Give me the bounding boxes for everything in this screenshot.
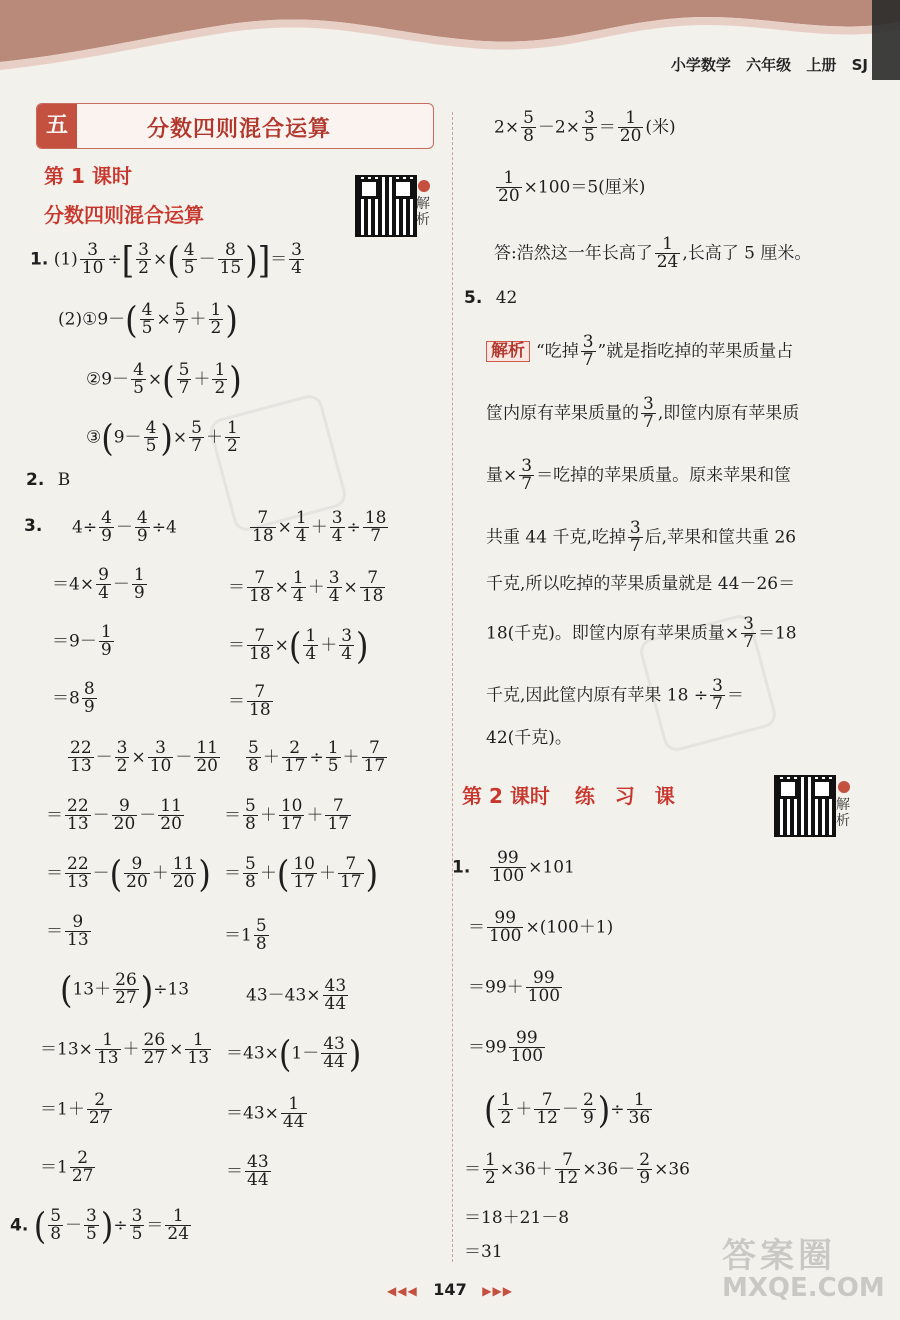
fraction: $\frac{5}{8}$ — [245, 854, 256, 893]
term: ＝13× — [40, 1039, 93, 1060]
lesson2-title: 练 习 课 — [574, 784, 675, 808]
q3f-line4 — [226, 1154, 273, 1190]
term: ×36 — [654, 1159, 690, 1180]
op: ＋ — [259, 863, 277, 884]
term: ×101 — [528, 857, 575, 878]
term: ＝8 — [52, 688, 80, 709]
q1-part2-2: ②9－ $\frac{4}{5}$ ×( $\frac{5}{7}$ ＋ $\frac{1}{2}$ ) — [86, 357, 242, 402]
column-divider — [452, 112, 453, 1262]
fraction: $\frac{3}{7}$ — [712, 676, 723, 715]
fraction: $\frac{3}{2}$ — [116, 738, 128, 777]
q4-answer: 4. ( $\frac{5}{8}$ － $\frac{3}{5}$ )÷ $\frac{3}{5}$ ＝ $\frac{1}{24}$ — [10, 1203, 190, 1248]
op: ＋ — [310, 517, 328, 538]
lesson2-number: 第 2 课时 — [462, 784, 550, 808]
op: － — [561, 1099, 579, 1120]
q1-number: 1. — [30, 249, 49, 270]
fraction: $\frac{43}{44}$ — [247, 1152, 269, 1191]
term: 4 — [72, 517, 83, 538]
q4-continue-2 — [494, 170, 645, 206]
q3e-line1: (13＋ $\frac{26}{27}$ )÷13 — [60, 967, 190, 1012]
term: 9－ — [113, 427, 142, 448]
q3b-line4 — [228, 684, 275, 720]
fraction: $\frac{2}{27}$ — [88, 1090, 111, 1129]
q3-number: 3. — [24, 516, 43, 536]
unit-number: 五 — [37, 104, 77, 148]
fraction: $\frac{1}{24}$ — [656, 234, 679, 273]
term: 13＋ — [72, 979, 112, 1000]
op: ＋ — [259, 805, 277, 826]
q3e-line3 — [40, 1092, 114, 1128]
fraction: $\frac{5}{7}$ — [178, 360, 190, 399]
fraction: $\frac{3}{10}$ — [81, 240, 104, 279]
op: ÷ — [610, 1099, 625, 1120]
fraction: $\frac{9}{20}$ — [126, 854, 148, 893]
q3e-line4 — [40, 1150, 97, 1186]
op: ＋ — [506, 977, 524, 998]
q3a-line3 — [52, 624, 116, 660]
header-term: 上册 — [806, 56, 837, 74]
op: ÷ — [346, 517, 361, 538]
text: ”就是指吃掉的苹果质量占 — [597, 341, 794, 362]
site-watermark-url: MXQE.COM — [722, 1273, 885, 1303]
term: ＝1＋ — [40, 1099, 85, 1120]
fraction: $\frac{43}{44}$ — [323, 1034, 345, 1073]
op: ÷ — [82, 517, 98, 538]
op: ÷ — [107, 249, 122, 270]
op: ＝ — [598, 117, 616, 138]
op: － — [95, 747, 113, 768]
op: ＝ — [224, 863, 241, 884]
fraction: $\frac{3}{7}$ — [629, 518, 641, 557]
fraction: $\frac{1}{44}$ — [282, 1094, 305, 1133]
term: ×36 — [499, 1159, 536, 1180]
q2-answer — [26, 472, 70, 489]
text: 后,苹果和筐共重 26 — [644, 527, 797, 548]
fraction: $\frac{2}{9}$ — [639, 1150, 651, 1189]
r1-number: 1. — [452, 857, 471, 878]
fraction: $\frac{22}{13}$ — [67, 796, 89, 835]
fraction: $\frac{22}{13}$ — [70, 738, 92, 777]
fraction: $\frac{5}{8}$ — [245, 796, 256, 835]
fraction: $\frac{4}{9}$ — [101, 508, 112, 547]
fraction: $\frac{3}{5}$ — [131, 1206, 143, 1245]
q3d-line3: ＝ $\frac{5}{8}$ ＋( $\frac{10}{17}$ ＋ $\frac{7}{17}$ ) — [224, 851, 379, 896]
fraction: $\frac{2}{27}$ — [71, 1148, 94, 1187]
q3c-line3: ＝ $\frac{22}{13}$ －( $\frac{9}{20}$ ＋ $\frac{11}{20}$ ) — [46, 851, 211, 896]
op: × — [172, 427, 188, 448]
op: ＋ — [307, 577, 325, 598]
op: ＝ — [228, 691, 245, 712]
fraction: $\frac{1}{36}$ — [628, 1090, 651, 1129]
op: × — [153, 249, 168, 270]
text: 答:浩然这一年长高了 — [494, 243, 653, 264]
term: ＝31 — [464, 1242, 503, 1262]
q5-number: 5. — [464, 288, 483, 308]
q3c-line4 — [46, 914, 93, 950]
fraction: $\frac{1}{4}$ — [292, 568, 304, 607]
op: ÷ — [151, 517, 166, 538]
q1-part2-3: ③(9－ $\frac{4}{5}$ )× $\frac{5}{7}$ ＋ $\frac{1}{2}$ — [86, 415, 238, 460]
op: － — [115, 517, 133, 538]
op: ＋ — [342, 747, 360, 768]
op: ＋ — [122, 1039, 140, 1060]
term: 43－43× — [246, 985, 321, 1006]
q3a-line2 — [52, 567, 149, 603]
fraction: $\frac{3}{4}$ — [291, 240, 302, 279]
fraction: $\frac{43}{44}$ — [324, 976, 347, 1015]
op: × — [274, 577, 289, 598]
fraction: $\frac{26}{27}$ — [143, 1030, 166, 1069]
q3b-line3: ＝ $\frac{7}{18}$ ×( $\frac{1}{4}$ ＋ $\frac{3}{4}$ ) — [228, 623, 369, 668]
r1-line2 — [468, 910, 613, 946]
term: ×36 — [582, 1159, 619, 1180]
op: ÷ — [113, 1215, 128, 1236]
play-icon — [838, 781, 850, 793]
term: ÷13 — [153, 979, 190, 1000]
q3d-line4 — [224, 918, 271, 954]
op: ＋ — [193, 369, 211, 390]
fraction: $\frac{4}{5}$ — [145, 418, 157, 457]
op: ＝ — [228, 577, 245, 598]
text: “吃掉 — [536, 341, 579, 362]
analysis-line-8 — [486, 730, 572, 747]
op: ＋ — [318, 863, 336, 884]
term: ＝9－ — [52, 631, 97, 652]
fraction: $\frac{11}{20}$ — [172, 854, 195, 893]
term: ＝99 — [468, 1037, 507, 1058]
fraction: $\frac{1}{13}$ — [187, 1030, 210, 1069]
fraction: $\frac{9}{4}$ — [98, 565, 109, 604]
fraction: $\frac{3}{4}$ — [331, 508, 343, 547]
fraction: $\frac{11}{20}$ — [196, 738, 218, 777]
fraction: $\frac{5}{8}$ — [248, 738, 259, 777]
q4-continue-1 — [494, 110, 676, 146]
answer-value: 42 — [495, 288, 518, 308]
term: ＝99 — [468, 977, 507, 998]
term: ＝4× — [52, 574, 95, 595]
fraction: $\frac{1}{13}$ — [96, 1030, 119, 1069]
op: × — [277, 517, 292, 538]
site-watermark — [722, 1228, 885, 1303]
analysis-line-6 — [486, 616, 797, 652]
analysis-line-2 — [486, 396, 799, 432]
r1-line4 — [468, 1030, 547, 1066]
prev-arrows-icon: ◀◀◀ — [387, 1284, 418, 1298]
qr-label: 解析 — [836, 797, 850, 830]
op: － — [112, 574, 130, 595]
analysis-line-5 — [486, 576, 795, 593]
q3a-line1 — [72, 510, 177, 546]
op: × — [343, 577, 358, 598]
fraction: $\frac{1}{20}$ — [619, 108, 642, 147]
op: ＝ — [226, 1161, 243, 1182]
fraction: $\frac{1}{4}$ — [305, 626, 317, 665]
header-grade: 六年级 — [746, 56, 792, 74]
fraction: $\frac{8}{9}$ — [83, 679, 95, 718]
fraction: $\frac{7}{18}$ — [249, 626, 271, 665]
fraction: $\frac{3}{2}$ — [138, 240, 149, 279]
q3c-line1 — [66, 740, 222, 776]
fraction: $\frac{1}{2}$ — [226, 418, 238, 457]
op: － — [139, 805, 157, 826]
fraction: $\frac{99}{100}$ — [510, 1028, 544, 1067]
text: 量× — [486, 465, 518, 486]
op: ＝ — [46, 863, 63, 884]
fraction: $\frac{1}{9}$ — [100, 622, 112, 661]
q3f-line2: ＝43×(1－ $\frac{43}{44}$ ) — [226, 1031, 362, 1076]
fraction: $\frac{3}{4}$ — [341, 626, 353, 665]
fraction: $\frac{1}{5}$ — [327, 738, 339, 777]
op: ＋ — [320, 635, 338, 656]
op: ＋ — [515, 1099, 533, 1120]
op: ÷ — [309, 747, 324, 768]
q3e-line2 — [40, 1032, 213, 1068]
r1-line1 — [452, 850, 575, 886]
op: ＋ — [262, 747, 280, 768]
term: 2× — [494, 117, 520, 138]
fraction: $\frac{7}{17}$ — [327, 796, 350, 835]
header-edition: SJ — [851, 56, 868, 74]
op: － — [198, 249, 216, 270]
fraction: $\frac{3}{5}$ — [86, 1206, 97, 1245]
fraction: $\frac{1}{2}$ — [485, 1150, 496, 1189]
fraction: $\frac{11}{20}$ — [160, 796, 182, 835]
term: ×(100＋1) — [525, 917, 614, 938]
fraction: $\frac{9}{13}$ — [67, 912, 89, 951]
term: －2× — [537, 117, 580, 138]
lesson1-label: 第 1 课时 — [44, 164, 132, 188]
q3f-line3 — [226, 1096, 309, 1132]
text: 共重 44 千克,吃掉 — [486, 527, 626, 548]
text: 千克,因此筐内原有苹果 18 ÷ — [486, 685, 709, 706]
page-number: 147 — [433, 1280, 467, 1299]
fraction: $\frac{4}{5}$ — [133, 360, 144, 399]
op: ＝ — [146, 1215, 164, 1236]
op: － — [92, 805, 110, 826]
term: ＝43× — [226, 1103, 279, 1124]
op: － — [65, 1215, 83, 1236]
fraction: $\frac{7}{12}$ — [556, 1150, 579, 1189]
op: × — [131, 747, 146, 768]
fraction: $\frac{3}{4}$ — [328, 568, 340, 607]
fraction: $\frac{2}{9}$ — [582, 1090, 594, 1129]
fraction: $\frac{1}{2}$ — [210, 300, 222, 339]
fraction: $\frac{7}{18}$ — [252, 508, 274, 547]
q1-part2-1: (2)①9－( $\frac{4}{5}$ × $\frac{5}{7}$ ＋ $\frac{1}{2}$ ) — [58, 297, 238, 342]
label: (2)①9－ — [58, 309, 126, 330]
fraction: $\frac{8}{15}$ — [219, 240, 242, 279]
q3a-line4 — [52, 681, 99, 717]
fraction: $\frac{10}{17}$ — [280, 796, 303, 835]
op: ＋ — [189, 309, 207, 330]
fraction: $\frac{1}{4}$ — [295, 508, 307, 547]
text: ＝18 — [757, 623, 797, 644]
text: 42(千克)。 — [486, 728, 572, 748]
fraction: $\frac{7}{18}$ — [249, 568, 271, 607]
term: 1－ — [291, 1043, 320, 1064]
fraction: $\frac{7}{12}$ — [536, 1090, 558, 1129]
page-header — [671, 54, 868, 75]
fraction: $\frac{5}{7}$ — [174, 300, 186, 339]
op: ＝ — [224, 805, 241, 826]
term: ＝43× — [226, 1043, 279, 1064]
q3c-line2 — [46, 798, 186, 834]
answer-value: B — [57, 470, 71, 490]
q3d-line1 — [244, 740, 389, 776]
r2-line4 — [464, 1244, 503, 1261]
fraction: $\frac{1}{20}$ — [498, 168, 520, 207]
op: ＝ — [228, 635, 245, 656]
fraction: $\frac{22}{13}$ — [67, 854, 89, 893]
analysis-line-1 — [486, 334, 793, 370]
fraction: $\frac{1}{2}$ — [500, 1090, 512, 1129]
fraction: $\frac{1}{9}$ — [133, 565, 145, 604]
fraction: $\frac{3}{7}$ — [643, 394, 654, 433]
r2-line1: ( $\frac{1}{2}$ ＋ $\frac{7}{12}$ － $\frac{2}{9}$ )÷ $\frac{1}{36}$ — [484, 1087, 651, 1132]
lesson2-label — [462, 786, 675, 806]
fraction: $\frac{1}{2}$ — [214, 360, 226, 399]
fraction: $\frac{3}{5}$ — [583, 108, 595, 147]
unit-title: 分数四则混合运算 — [147, 117, 332, 142]
text: 18(千克)。即筐内原有苹果质量× — [486, 623, 740, 644]
r1-line3 — [468, 970, 564, 1006]
fraction: $\frac{4}{5}$ — [183, 240, 195, 279]
op: ＝ — [270, 249, 288, 270]
fraction: $\frac{3}{10}$ — [149, 738, 172, 777]
r2-line3 — [464, 1210, 569, 1227]
analysis-tag: 解析 — [486, 341, 530, 362]
q3f-line1 — [246, 978, 350, 1014]
header-subject: 小学数学 — [670, 56, 731, 74]
fraction: $\frac{26}{27}$ — [115, 970, 137, 1009]
q3b-line1 — [248, 510, 390, 546]
fraction: $\frac{5}{8}$ — [50, 1206, 62, 1245]
op: － — [92, 863, 110, 884]
op: ＝ — [46, 805, 63, 826]
qr-code[interactable] — [774, 775, 836, 837]
q3d-line2 — [224, 798, 353, 834]
fraction: $\frac{99}{100}$ — [527, 968, 561, 1007]
unit: (米) — [645, 117, 676, 138]
term: ＝18＋21－8 — [464, 1208, 570, 1228]
fraction: $\frac{4}{5}$ — [141, 300, 153, 339]
fraction: $\frac{1}{24}$ — [167, 1206, 190, 1245]
op: ＝ — [46, 921, 63, 942]
term: ＝1 — [40, 1157, 68, 1178]
fraction: $\frac{3}{7}$ — [582, 332, 594, 371]
text: 筐内原有苹果质量的 — [486, 403, 639, 424]
text: ,即筐内原有苹果质 — [657, 403, 800, 424]
site-watermark-cn: 答案圈 — [722, 1236, 836, 1276]
fraction: $\frac{7}{18}$ — [361, 568, 384, 607]
op: ＝ — [464, 1159, 481, 1180]
text: ,长高了 5 厘米。 — [682, 243, 812, 264]
fraction: $\frac{7}{17}$ — [363, 738, 386, 777]
text: 千克,所以吃掉的苹果质量就是 44－26＝ — [486, 574, 796, 594]
fraction: $\frac{3}{7}$ — [743, 614, 754, 653]
label: (1) — [53, 249, 78, 270]
op: × — [169, 1039, 184, 1060]
fraction: $\frac{7}{17}$ — [339, 854, 362, 893]
op: ＋ — [535, 1159, 553, 1180]
term: ＝1 — [224, 925, 252, 946]
fraction: $\frac{9}{20}$ — [113, 796, 136, 835]
fraction: $\frac{99}{100}$ — [489, 908, 522, 947]
op: － — [618, 1159, 636, 1180]
op: ＝ — [468, 917, 485, 938]
label: ③ — [86, 427, 102, 448]
fraction: $\frac{4}{9}$ — [136, 508, 148, 547]
op: × — [147, 369, 163, 390]
text: ＝ — [726, 685, 744, 706]
qr-code[interactable] — [355, 175, 417, 237]
op: ＋ — [151, 863, 169, 884]
fraction: $\frac{10}{17}$ — [293, 854, 315, 893]
unit-banner — [36, 103, 434, 149]
op: － — [175, 747, 193, 768]
op: ＋ — [205, 427, 223, 448]
next-arrows-icon: ▶▶▶ — [482, 1284, 513, 1298]
fraction: $\frac{7}{18}$ — [249, 682, 271, 721]
label: ②9－ — [86, 369, 130, 390]
q3-label — [24, 518, 42, 535]
fraction: $\frac{5}{8}$ — [523, 108, 534, 147]
term: 4 — [165, 517, 177, 538]
analysis-line-4 — [486, 520, 796, 556]
q5-answer — [464, 290, 517, 307]
fraction: $\frac{5}{7}$ — [191, 418, 202, 457]
fraction: $\frac{18}{7}$ — [364, 508, 387, 547]
fraction: $\frac{2}{17}$ — [283, 738, 306, 777]
op: × — [274, 635, 289, 656]
q3b-line2 — [228, 570, 387, 606]
lesson1-subtitle: 分数四则混合运算 — [44, 203, 204, 227]
fraction: $\frac{3}{7}$ — [521, 456, 533, 495]
op: × — [156, 309, 171, 330]
fraction: $\frac{99}{100}$ — [491, 848, 525, 887]
q4-conclusion — [494, 236, 811, 272]
q4-number: 4. — [10, 1215, 29, 1236]
analysis-line-3 — [486, 458, 791, 494]
qr-label: 解析 — [416, 196, 430, 229]
play-icon — [418, 180, 430, 192]
analysis-line-7 — [486, 678, 744, 714]
op: ＋ — [306, 805, 324, 826]
text: ＝吃掉的苹果质量。原来苹果和筐 — [536, 465, 792, 486]
r2-line2 — [464, 1152, 690, 1188]
fraction: $\frac{5}{8}$ — [255, 916, 267, 955]
q1-part1: 1. (1) $\frac{3}{10}$ ÷[ $\frac{3}{2}$ ×( $\frac{4}{5}$ － $\frac{8}{15}$ )]＝ $\frac{3}{4}$ — [30, 237, 302, 282]
term: ×100＝5(厘米) — [523, 177, 646, 198]
q2-number: 2. — [26, 470, 45, 490]
